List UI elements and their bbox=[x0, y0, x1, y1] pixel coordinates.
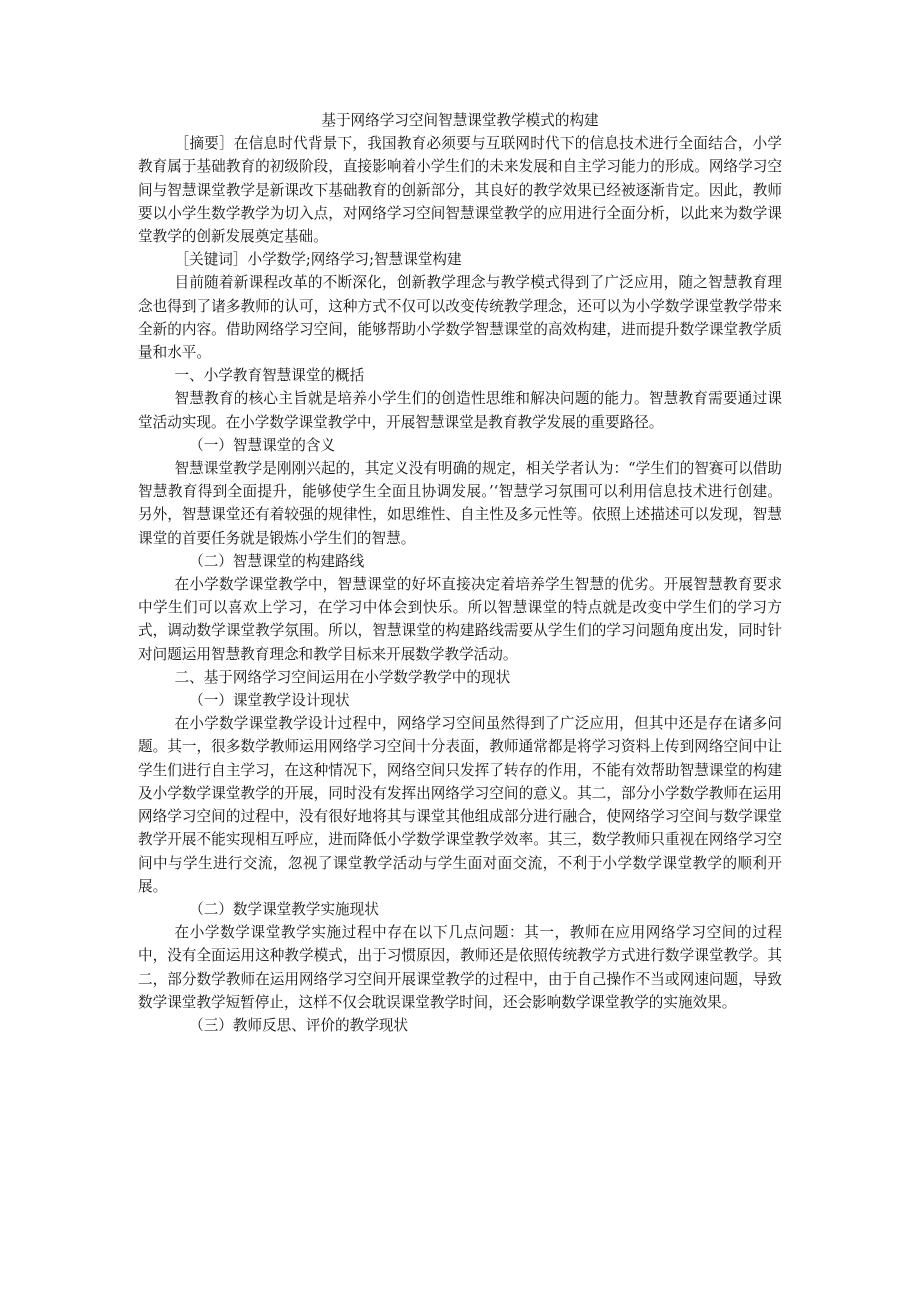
section-2-heading: 二、基于网络学习空间运用在小学数学教学中的现状 bbox=[174, 668, 511, 686]
section-2-2-heading: （二）数学课堂教学实施现状 bbox=[189, 900, 379, 918]
section-1-paragraph: 智慧教育的核心主旨就是培养小学生们的创造性思维和解决问题的能力。智慧教育需要通过课堂活动实现。在小学数学课堂教学中，开展智慧课堂是教育教学发展的重要路径。 bbox=[138, 390, 782, 431]
document-title: 基于网络学习空间智慧课堂教学模式的构建 bbox=[321, 112, 599, 129]
section-2-1-heading: （一）课堂教学设计现状 bbox=[189, 692, 350, 710]
intro-paragraph: 目前随着新课程改革的不断深化，创新教学理念与教学模式得到了广泛应用，随之智慧教育理念也得到了诸多教师的认可，这种方式不仅可以改变传统教学理念，还可以为小学数学课堂教学带来全新的内容。借助网络学习空间，能够帮助小学数学智慧课堂的高效构建，进而提升数学课堂教学质量和水平。 bbox=[138, 274, 782, 362]
section-1-1-paragraph: 智慧课堂教学是刚刚兴起的，其定义没有明确的规定，相关学者认为：“学生们的智赛可以借助智慧教育得到全面提升，能够使学生全面且协调发展。’‘智慧学习氛围可以利用信息技术进行创建。另外，智慧课堂还有着较强的规律性，如思维性、自主性及多元性等。依照上述描述可以发现，智慧课堂的首要任务就是锻炼小学生们的智慧。 bbox=[138, 460, 782, 547]
section-2-1-paragraph: 在小学数学课堂教学设计过程中，网络学习空间虽然得到了广泛应用，但其中还是存在诸多问题。其一，很多数学教师运用网络学习空间十分表面，教师通常都是将学习资料上传到网络空间中让学生们进行自主学习，在这种情况下，网络空间只发挥了转存的作用，不能有效帮助智慧课堂的构建及小学数学课堂教学的开展，同时没有发挥出网络学习空间的意义。其二，部分小学数学教师在运用网络学习空间的过程中，没有很好地将其与课堂其他组成部分进行融合，使网络学习空间与数学课堂教学开展不能实现相互呼应，进而降低小学数学课堂教学效率。其三，数学教师只重视在网络学习空间中与学生进行交流，忽视了课堂教学活动与学生面对面交流，不利于小学数学课堂教学的顺利开展。 bbox=[138, 715, 782, 895]
abstract-paragraph: ［摘要］在信息时代背景下，我国教育必须要与互联网时代下的信息技术进行全面结合，小学教育属于基础教育的初级阶段，直接影响着小学生们的未来发展和自主学习能力的形成。网络学习空间与智慧课堂教学是新课改下基础教育的创新部分，其良好的教学效果已经被逐渐肯定。因此，教师要以小学生数学教学为切入点，对网络学习空间智慧课堂教学的应用进行全面分析，以此来为数学课堂教学的创新发展奠定基础。 bbox=[138, 135, 782, 246]
document-page bbox=[138, 109, 782, 1037]
keywords-line: ［关键词］小学数学;网络学习;智慧课堂构建 bbox=[174, 251, 462, 269]
section-1-1-heading: （一）智慧课堂的含义 bbox=[189, 436, 336, 454]
section-2-3-heading: （三）教师反思、评价的教学现状 bbox=[189, 1016, 409, 1034]
section-1-2-paragraph: 在小学数学课堂教学中，智慧课堂的好坏直接决定着培养学生智慧的优劣。开展智慧教育要求中学生们可以喜欢上学习，在学习中体会到快乐。所以智慧课堂的特点就是改变中学生们的学习方式，调动数学课堂教学氛围。所以，智慧课堂的构建路线需要从学生们的学习问题角度出发，同时针对问题运用智慧教育理念和教学目标来开展数学教学活动。 bbox=[138, 576, 782, 663]
section-1-heading: 一、小学教育智慧课堂的概括 bbox=[174, 367, 365, 385]
section-1-2-heading: （二）智慧课堂的构建路线 bbox=[189, 552, 365, 570]
section-2-2-paragraph: 在小学数学课堂教学实施过程中存在以下几点问题：其一，教师在应用网络学习空间的过程中，没有全面运用这种教学模式，出于习惯原因，教师还是依照传统教学方式进行数学课堂教学。其二，部分数学教师在运用网络学习空间开展课堂教学的过程中，由于自己操作不当或网速问题，导致数学课堂教学短暂停止，这样不仅会耽误课堂教学时间，还会影响数学课堂教学的实施效果。 bbox=[138, 924, 782, 1011]
